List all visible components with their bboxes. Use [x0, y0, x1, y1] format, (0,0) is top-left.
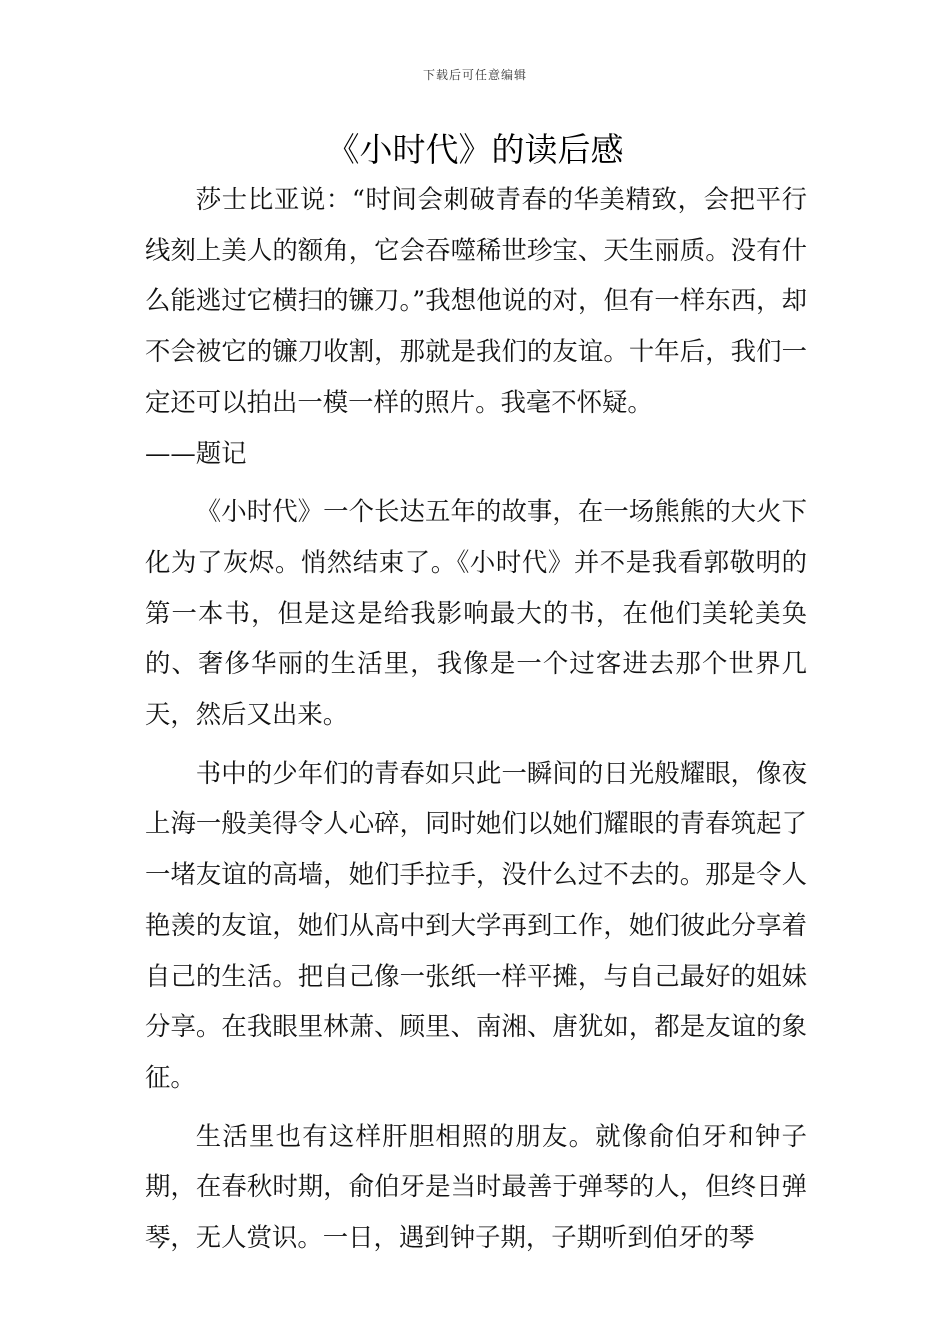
body-paragraph-3: 生活里也有这样肝胆相照的朋友。就像俞伯牙和钟子期，在春秋时期，俞伯牙是当时最善于弹琴的人，但终日弹琴，无人赏识。一日，遇到钟子期，子期听到伯牙的琴 — [145, 1120, 807, 1253]
body-paragraph-2: 书中的少年们的青春如只此一瞬间的日光般耀眼，像夜上海一般美得令人心碎，同时她们以她们耀眼的青春筑起了一堵友谊的高墙，她们手拉手，没什么过不去的。那是令人艳羡的友谊，她们从高中到大学再到工作，她们彼此分享着自己的生活。把自己像一张纸一样平摊，与自己最好的姐妹分享。在我眼里林萧、顾里、南湘、唐犹如，都是友谊的象征。 — [145, 757, 807, 1092]
body-paragraph-1: 《小时代》一个长达五年的故事，在一场熊熊的大火下化为了灰烬。悄然结束了。《小时代》并不是我看郭敬明的第一本书，但是这是给我影响最大的书，在他们美轮美奂的、奢侈华丽的生活里，我像是一个过客进去那个世界几天，然后又出来。 — [145, 496, 807, 730]
document-body — [145, 174, 807, 1263]
header-note: 下载后可任意编辑 — [422, 68, 527, 82]
document-title: 《小时代》的读后感 — [326, 130, 624, 169]
epigraph-attribution: ——题记 — [145, 437, 247, 468]
epigraph-paragraph: 莎士比亚说：“时间会刺破青春的华美精致，会把平行线刻上美人的额角，它会吞噬稀世珍宝、天生丽质。没有什么能逃过它横扫的镰刀。”我想他说的对，但有一样东西，却不会被它的镰刀收割，那就是我们的友谊。十年后，我们一定还可以拍出一模一样的照片。我毫不怀疑。 — [145, 184, 807, 417]
